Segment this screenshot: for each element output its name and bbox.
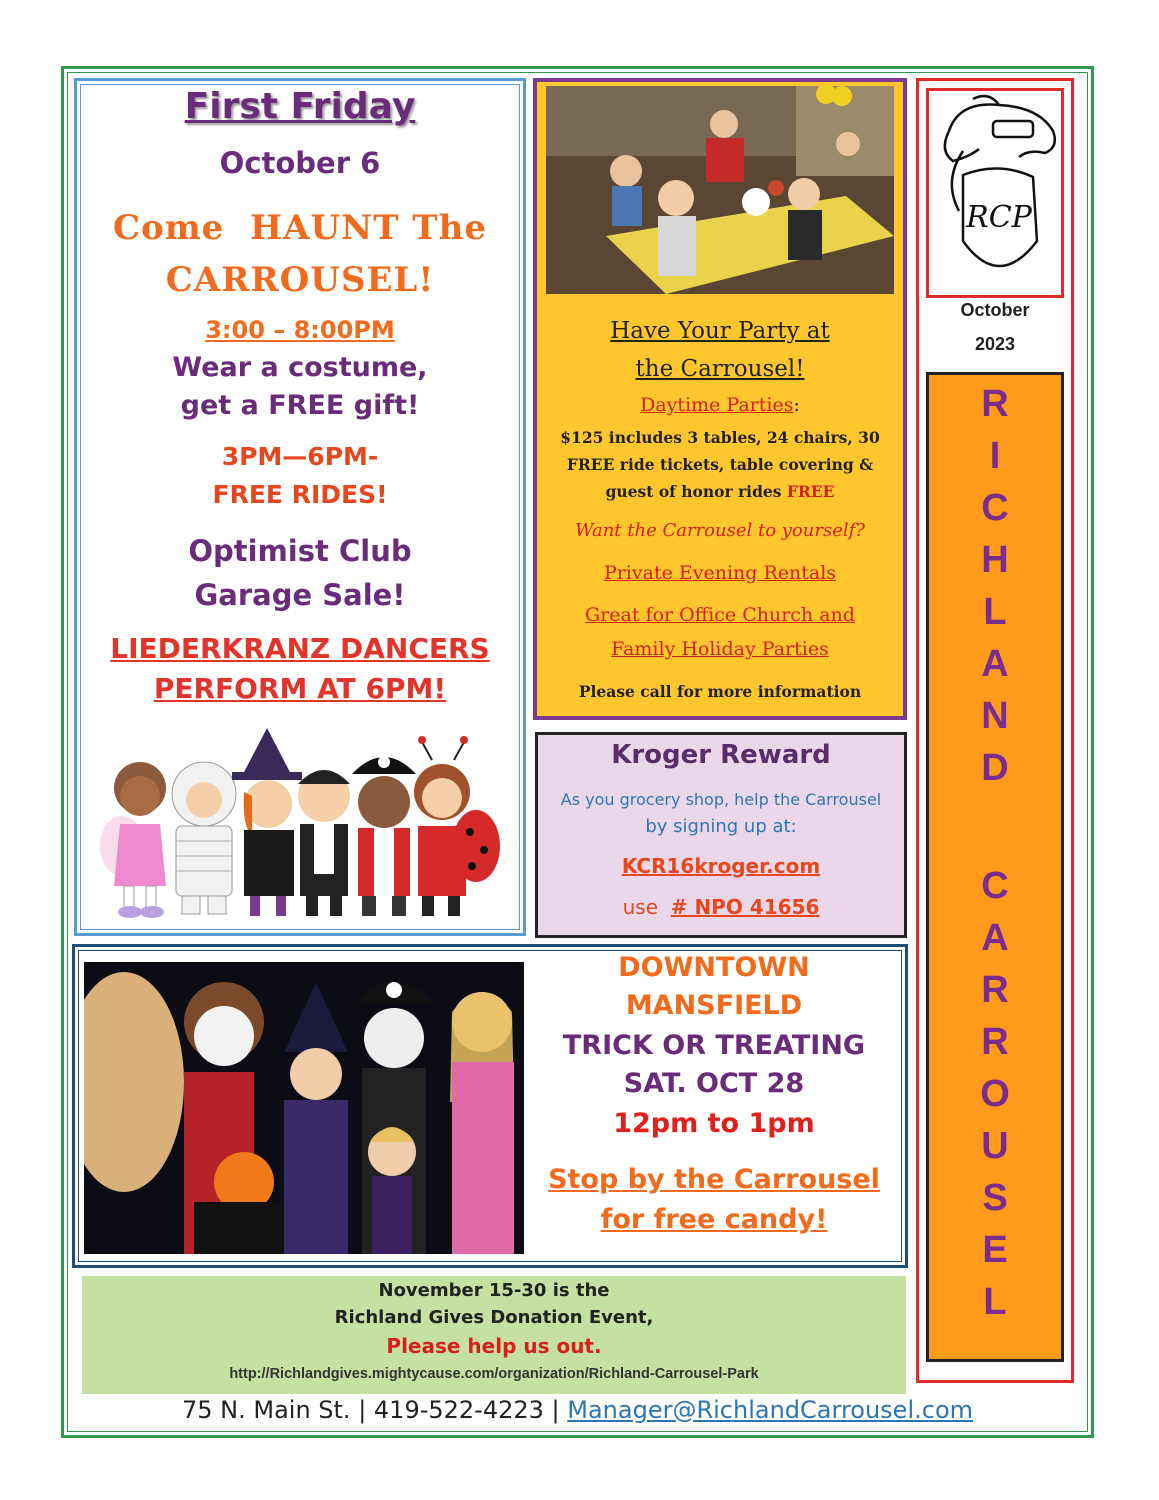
great-for-line-1: Great for Office Church and [585, 604, 855, 626]
banner-letter: R [981, 1021, 1009, 1063]
logo-initials: RCP [966, 200, 1032, 235]
richland-carrousel-banner [926, 372, 1064, 1362]
tot-line-4: SAT. OCT 28 [623, 1068, 805, 1099]
banner-letter: R [981, 383, 1009, 425]
donation-url-link[interactable]: http://Richlandgives.mightycause.com/organization/Richland-Carrousel-Park [229, 1366, 759, 1382]
banner-letter: A [981, 643, 1009, 685]
great-for-line-2: Family Holiday Parties [611, 638, 829, 660]
costume-line-1: Wear a costume, [172, 352, 428, 383]
daytime-colon: : [793, 394, 800, 416]
banner-letter: H [981, 539, 1009, 581]
tot-line-2: MANSFIELD [625, 990, 803, 1021]
costume-kids-illustration [92, 726, 502, 922]
dancers-line-2: PERFORM AT 6PM! [153, 672, 447, 705]
kroger-title: Kroger Reward [611, 740, 831, 770]
tot-stop-line-2: for free candy! [600, 1204, 828, 1235]
trick-or-treat-photo [84, 962, 524, 1254]
banner-letter: S [982, 1177, 1008, 1219]
tot-stop-line-1: Stop by the Carrousel [548, 1164, 880, 1195]
banner-letter: C [981, 487, 1009, 529]
banner-letter: U [981, 1125, 1009, 1167]
call-info: Please call for more information [578, 682, 862, 701]
banner-letter: C [981, 865, 1009, 907]
sidebar-year: 2023 [974, 334, 1016, 354]
party-details-line-2: FREE ride tickets, table covering & [566, 455, 874, 474]
private-rentals: Private Evening Rentals [603, 562, 837, 584]
want-carrousel: Want the Carrousel to yourself? [575, 520, 865, 541]
tot-time: 12pm to 1pm [613, 1108, 815, 1139]
banner-letter: O [980, 1073, 1010, 1115]
banner-letter: D [981, 747, 1009, 789]
kroger-line-2: by signing up at: [645, 816, 797, 837]
daytime-parties-label: Daytime Parties [640, 394, 794, 416]
haunt-line-1: Come HAUNT The [112, 208, 488, 248]
footer-address: 75 N. Main St. | 419-522-4223 | [181, 1396, 568, 1424]
kroger-line-1: As you grocery shop, help the Carrousel [560, 790, 882, 809]
footer-email-link[interactable]: Manager@RichlandCarrousel.com [567, 1396, 974, 1424]
first-friday-date: October 6 [219, 146, 381, 180]
daytime-parties [533, 394, 907, 416]
party-heading-line-2: the Carrousel! [635, 356, 805, 382]
kroger-site-link[interactable]: KCR16kroger.com [621, 854, 821, 878]
event-time: 3:00 – 8:00PM [205, 316, 395, 344]
footer [61, 1396, 1094, 1424]
carrousel-logo [926, 88, 1064, 298]
tot-line-1: DOWNTOWN [618, 952, 810, 983]
sidebar-month: October [960, 300, 1030, 320]
donation-line-1: November 15-30 is the [378, 1280, 610, 1301]
rides-line-2: FREE RIDES! [212, 480, 388, 509]
banner-letter: E [982, 1229, 1008, 1271]
tot-line-3: TRICK OR TREATING [562, 1030, 866, 1061]
mummy-kid [172, 762, 236, 914]
first-friday-heading: First Friday [184, 86, 416, 127]
party-photo [546, 86, 894, 294]
optimist-line-2: Garage Sale! [194, 578, 406, 612]
vampire-kid [298, 770, 350, 916]
kroger-use-prefix: use [622, 895, 665, 919]
party-details-line-3-text: guest of honor rides [605, 482, 787, 501]
banner-letter: R [981, 969, 1009, 1011]
party-details-line-1: $125 includes 3 tables, 24 chairs, 30 [560, 428, 880, 447]
kroger-npo [535, 895, 907, 919]
banner-letter: N [981, 695, 1009, 737]
donation-line-3: Please help us out. [386, 1334, 602, 1358]
optimist-line-1: Optimist Club [188, 534, 412, 568]
dancers-line-1: LIEDERKRANZ DANCERS [110, 632, 490, 665]
costume-line-2: get a FREE gift! [180, 390, 420, 421]
donation-line-2: Richland Gives Donation Event, [334, 1307, 654, 1328]
banner-letter: L [983, 591, 1007, 633]
party-free-text: FREE [786, 482, 835, 501]
party-heading-line-1: Have Your Party at [610, 318, 830, 344]
rides-line-1: 3PM—6PM- [221, 442, 379, 471]
haunt-line-2: CARROUSEL! [165, 260, 435, 300]
party-details-line-3 [533, 482, 907, 501]
banner-letter: I [989, 435, 1001, 477]
banner-letter: L [983, 1281, 1007, 1323]
kroger-npo-number: # NPO 41656 [670, 895, 820, 919]
banner-letter: A [981, 917, 1009, 959]
